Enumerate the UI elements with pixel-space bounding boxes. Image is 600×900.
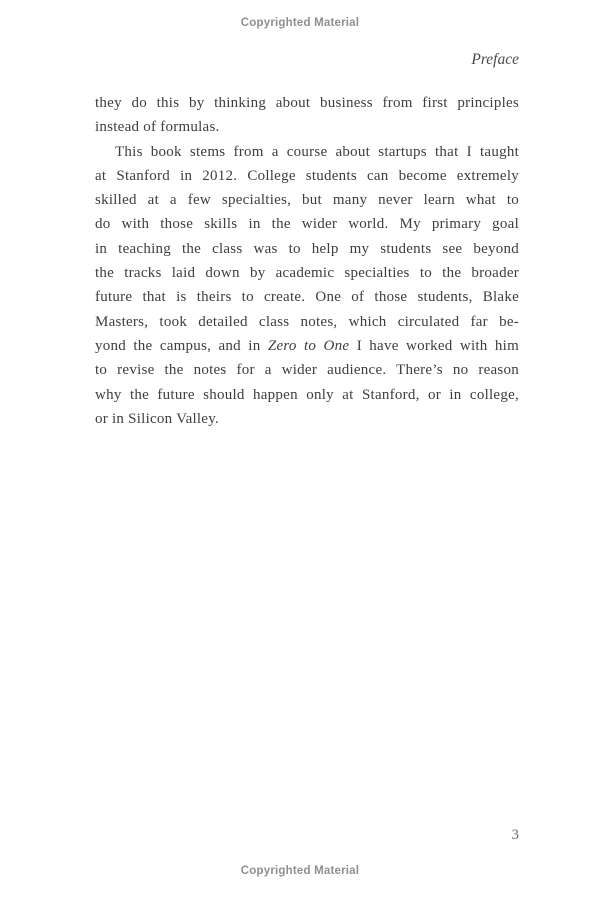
text-segment: yond the campus, and in [95, 337, 268, 354]
text-segment: why the future should happen only at Stanford, or in college, [95, 386, 519, 403]
text-line [95, 407, 519, 431]
text-segment: at Stanford in 2012. College students can become extremely [95, 167, 519, 184]
text-segment: the tracks laid down by academic specialties to the broader [95, 265, 519, 282]
text-line [95, 212, 519, 236]
text-line [95, 188, 519, 212]
text-segment: future that is theirs to create. One of those students, Blake [95, 289, 519, 306]
text-segment: or in Silicon Valley. [95, 410, 219, 427]
text-segment: do with those skills in the wider world. My primary goal [95, 216, 519, 233]
text-line [95, 285, 519, 309]
text-segment: they do this by thinking about business from first principles [95, 95, 519, 111]
running-header-preface: Preface [471, 51, 519, 68]
text-line [95, 261, 519, 285]
text-line [95, 164, 519, 188]
text-line [95, 358, 519, 382]
copyright-notice-bottom: Copyrighted Material [240, 865, 360, 877]
text-line [95, 310, 519, 334]
text-segment: instead of formulas. [95, 119, 220, 136]
text-line [95, 334, 519, 358]
text-line [95, 383, 519, 407]
body-text-block [95, 91, 519, 431]
text-line [95, 91, 519, 115]
text-line [95, 115, 519, 139]
text-segment: This book stems from a course about startups that I taught [115, 143, 519, 160]
paragraph [95, 91, 519, 140]
text-segment: Masters, took detailed class notes, which circulated far be- [95, 313, 519, 330]
paragraph [95, 140, 519, 432]
page-number: 3 [511, 827, 519, 843]
text-line [95, 237, 519, 261]
text-segment: to revise the notes for a wider audience. There’s no reason [95, 362, 519, 379]
text-line [95, 140, 519, 164]
text-segment: in teaching the class was to help my students see beyond [95, 240, 519, 257]
book-title-italic: Zero to One [267, 337, 350, 354]
text-segment: I have worked with him [349, 337, 519, 354]
text-segment: skilled at a few specialties, but many never learn what to [95, 192, 519, 209]
copyright-notice-top: Copyrighted Material [240, 17, 360, 29]
